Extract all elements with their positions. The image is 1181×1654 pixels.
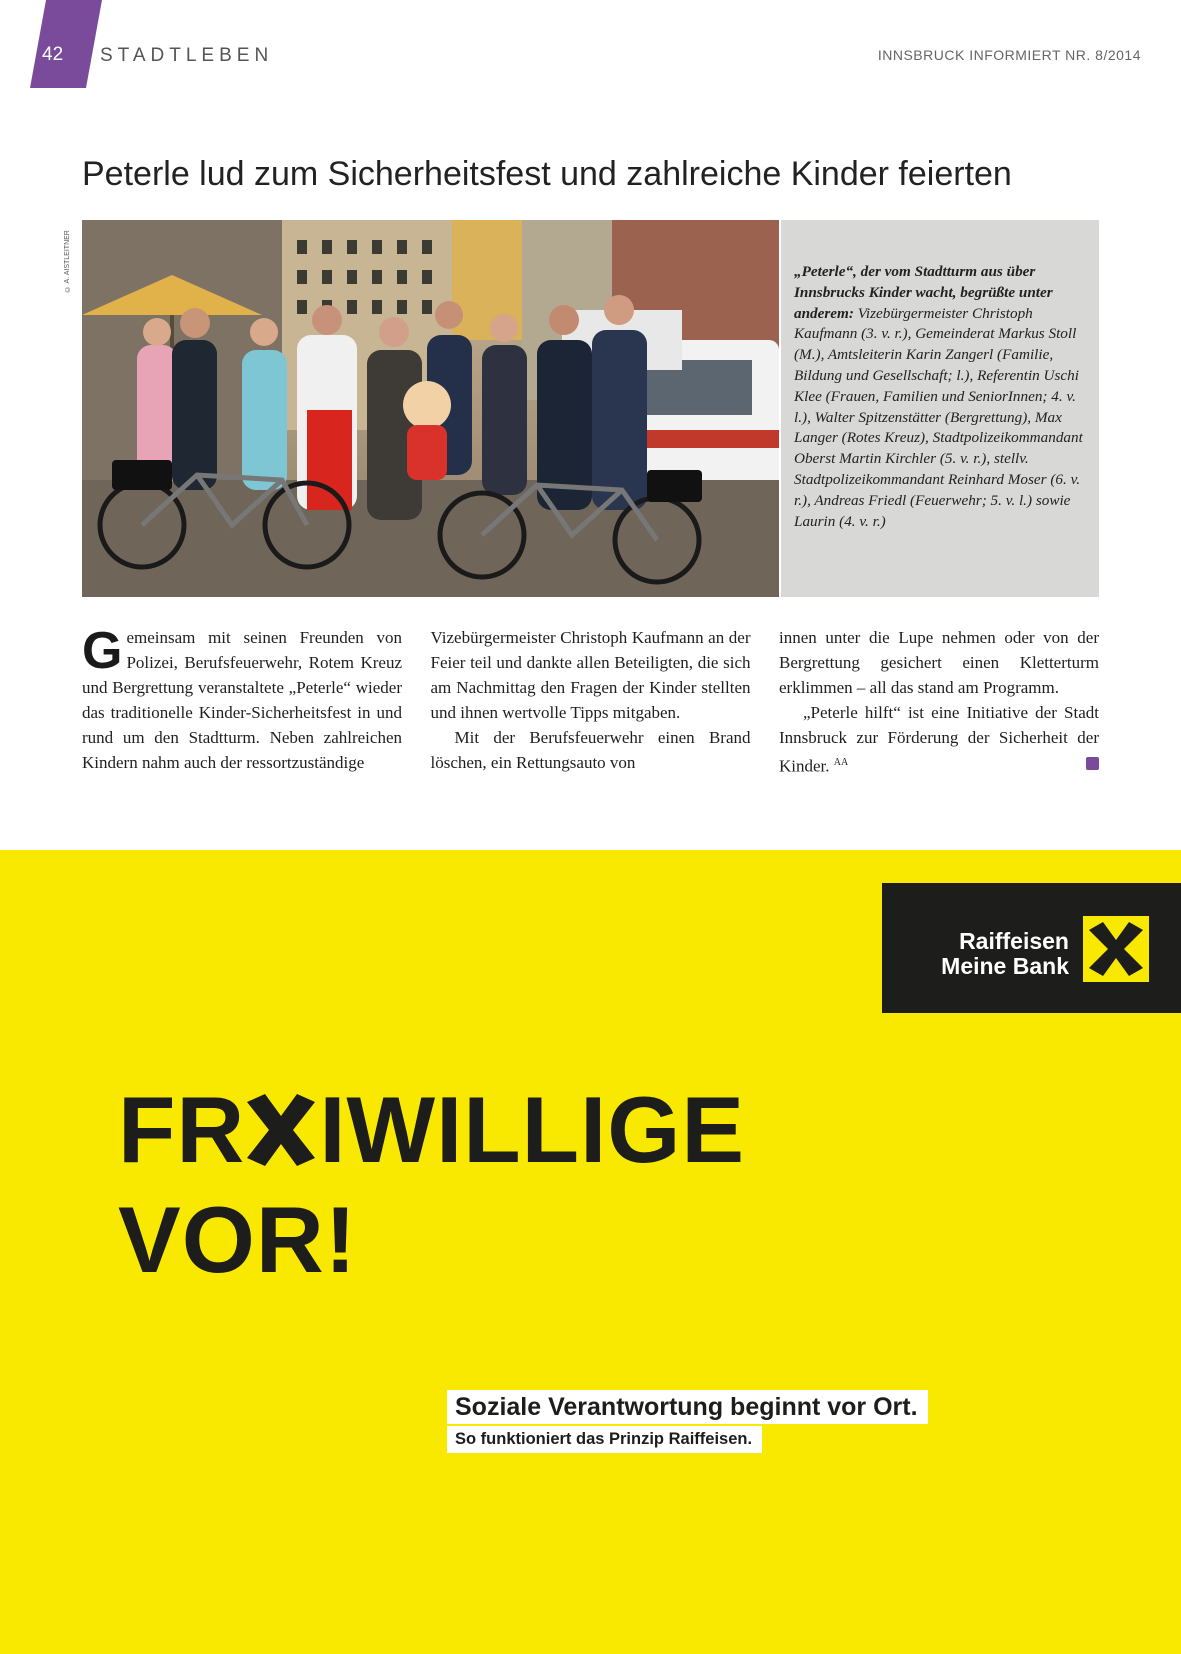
page-number: 42 (42, 44, 64, 65)
raiffeisen-logo (882, 883, 1181, 1013)
photo-caption (781, 220, 1099, 597)
page-number-tab (30, 0, 102, 88)
ad-slogan: Soziale Verantwortung beginnt vor Ort. (447, 1390, 928, 1424)
col2-paragraph-2: Mit der Berufsfeuerwehr einen Brand löschen, ein Rettungsauto von (430, 728, 751, 772)
article-column-1 (82, 622, 402, 779)
headline-part-2: IWILLIGE (319, 1077, 746, 1182)
col2-paragraph-1: Vizebürgermeister Christoph Kaufmann an der Feier teil und dankte allen Beteiligten, die sich am Nachmittag den Fragen der Kinder stellten und ihnen wertvolle Tipps mitgaben. (430, 628, 751, 722)
article-column-2 (431, 625, 751, 779)
gable-cross-icon (243, 1092, 319, 1168)
caption-text: Vizebürgermeister Christoph Kaufmann (3. v. r.), Gemeinderat Markus Stoll (M.), Amtsleiterin Karin Zangerl (Familie, Bildung und Gesellschaft; l.), Referentin Uschi Klee (Frauen, Familien und SeniorInnen; 4. v. l.), Walter Spitzenstätter (Bergrettung), Max Langer (Rotes Kreuz), Stadtpolizeikommandant Oberst Martin Kirchler (5. v. r.), stellv. Stadtpolizeikommandant Reinhard Moser (6. v. r.), Andreas Friedl (Feuerwehr; 5. v. l.) sowie Laurin (4. v. r.) (794, 304, 1083, 530)
headline-part-1: FR (118, 1077, 246, 1182)
group-photo (82, 220, 779, 597)
headline-line-2: VOR! (118, 1187, 357, 1292)
raiffeisen-gable-cross-icon (1083, 916, 1149, 982)
ad-subslogan: So funktioniert das Prinzip Raiffeisen. (447, 1426, 762, 1453)
issue-label: INNSBRUCK INFORMIERT NR. 8/2014 (877, 47, 1141, 63)
brand-line-2: Meine Bank (941, 953, 1069, 979)
col1-text: emeinsam mit seinen Freunden von Polizei, Berufsfeuerwehr, Rotem Kreuz und Bergrettung veranstaltete „Peterle“ wieder das traditionelle Kinder-Sicherheitsfest in und rund um den Stadtturm. Neben zahlreichen Kindern nahm auch der ressortzuständige (82, 628, 402, 772)
logo-text (941, 929, 1069, 979)
photo-credit: © A. AISTLEITNER (64, 230, 71, 292)
article-column-3 (779, 625, 1099, 779)
caption-lead: „Peterle“, der vom Stadtturm aus über Innsbrucks Kinder wacht, begrüßte unter anderem: (794, 263, 1053, 322)
col3-paragraph-2: „Peterle hilft“ ist eine Initiative der Stadt Innsbruck zur Förderung der Sicherheit der Kinder. (779, 703, 1099, 776)
drop-cap: G (82, 622, 123, 680)
end-mark-icon (1086, 757, 1099, 770)
col3-paragraph-1: innen unter die Lupe nehmen oder von der Bergrettung gesichert einen Kletterturm erklimmen – all das stand am Programm. (779, 628, 1099, 697)
ad-headline (118, 1075, 745, 1295)
article-headline: Peterle lud zum Sicherheitsfest und zahlreiche Kinder feierten (82, 155, 1012, 193)
article-body (82, 622, 1099, 779)
raiffeisen-advertisement (0, 850, 1181, 1654)
brand-line-1: Raiffeisen (959, 928, 1069, 954)
author-signature: AA (833, 757, 849, 768)
section-title: STADTLEBEN (100, 45, 274, 66)
